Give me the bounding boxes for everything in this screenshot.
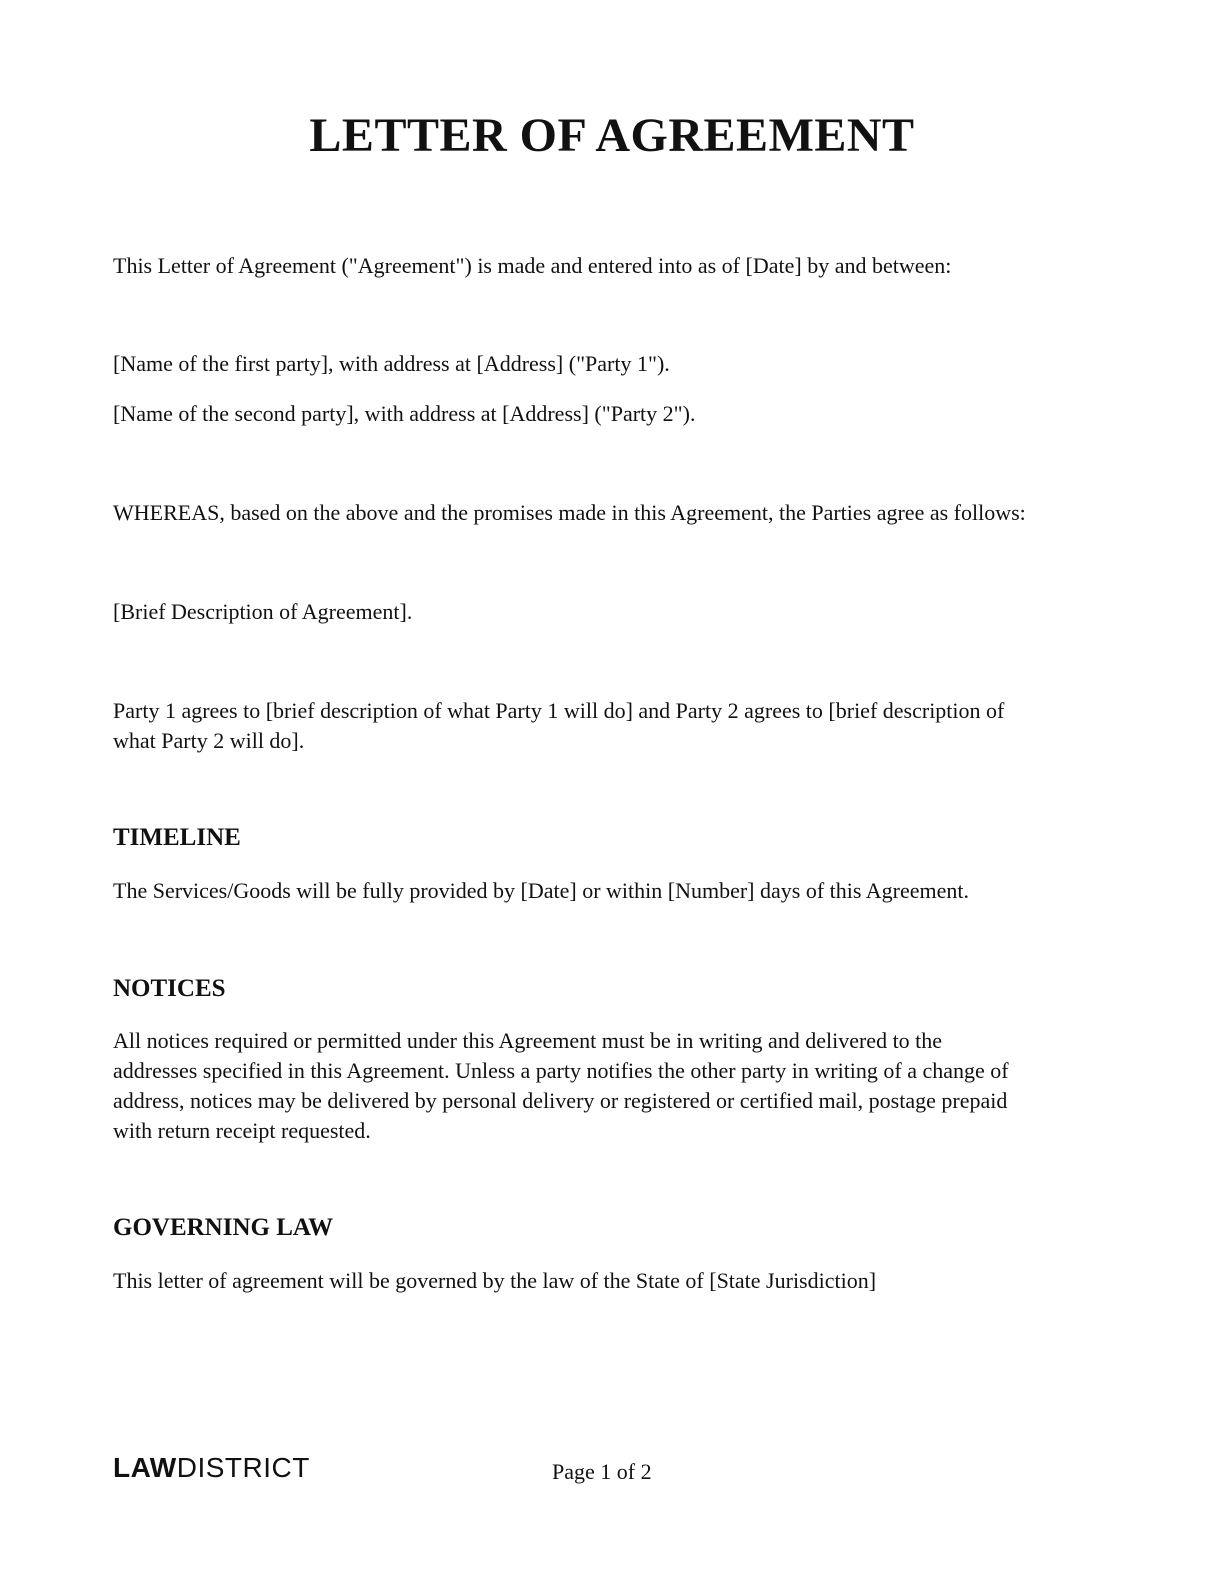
notices-heading: NOTICES [113, 975, 226, 1002]
intro-paragraph: This Letter of Agreement ("Agreement") is made and entered into as of [Date] by and between: [113, 253, 952, 278]
obligations-line-1: Party 1 agrees to [brief description of what Party 1 will do] and Party 2 agrees to [brief description of [113, 698, 1005, 723]
obligations-line-2: what Party 2 will do]. [113, 728, 305, 753]
brief-description: [Brief Description of Agreement]. [113, 599, 413, 624]
logo-word-district: DISTRICT [176, 1452, 310, 1483]
notices-line-3: address, notices may be delivered by personal delivery or registered or certified mail, postage prepaid [113, 1088, 1008, 1113]
page-number: Page 1 of 2 [552, 1459, 652, 1484]
document-title: LETTER OF AGREEMENT [309, 109, 915, 162]
notices-line-4: with return receipt requested. [113, 1118, 371, 1143]
governing-law-text: This letter of agreement will be governed by the law of the State of [State Jurisdiction] [113, 1268, 877, 1293]
whereas-paragraph: WHEREAS, based on the above and the promises made in this Agreement, the Parties agree as follows: [113, 500, 1026, 525]
logo-word-law: LAW [113, 1452, 177, 1483]
lawdistrict-logo [113, 1452, 310, 1484]
timeline-heading: TIMELINE [113, 824, 241, 851]
party-2-line: [Name of the second party], with address at [Address] ("Party 2"). [113, 401, 696, 426]
governing-law-heading: GOVERNING LAW [113, 1214, 334, 1241]
timeline-text: The Services/Goods will be fully provided by [Date] or within [Number] days of this Agreement. [113, 878, 969, 903]
party-1-line: [Name of the first party], with address at [Address] ("Party 1"). [113, 351, 670, 376]
notices-line-2: addresses specified in this Agreement. Unless a party notifies the other party in writing of a change of [113, 1058, 1009, 1083]
notices-line-1: All notices required or permitted under this Agreement must be in writing and delivered to the [113, 1028, 943, 1053]
